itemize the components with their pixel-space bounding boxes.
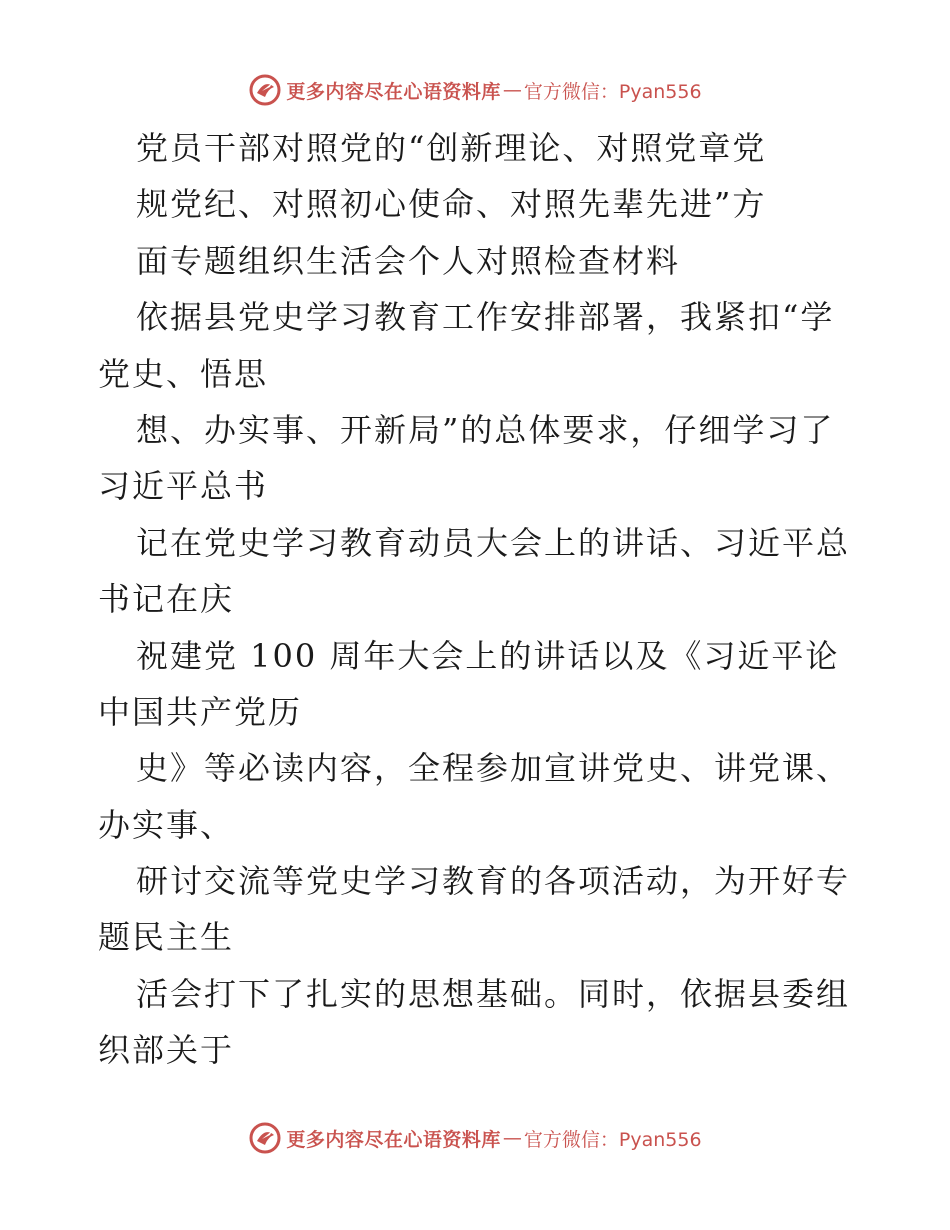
body-line: 题民主生	[98, 918, 235, 957]
watermark-contact-text: 官方微信：Pyan556	[523, 80, 702, 103]
watermark-separator: —	[502, 79, 522, 101]
body-line: 中国共产党历	[98, 692, 303, 731]
watermark-site-text: 更多内容尽在心语资料库	[286, 1128, 501, 1151]
footer-watermark	[0, 1118, 950, 1158]
watermark-site-text: 更多内容尽在心语资料库	[286, 80, 501, 103]
body-line: 依据县党史学习教育工作安排部署，我紧扣“学	[136, 298, 835, 337]
body-line: 史》等必读内容，全程参加宣讲党史、讲党课、	[136, 749, 851, 788]
watermark-contact-text: 官方微信：Pyan556	[523, 1128, 702, 1151]
body-line: 活会打下了扎实的思想基础。同时，依据县委组	[136, 974, 851, 1013]
body-line: 书记在庆	[98, 580, 235, 619]
body-line: 织部关于	[98, 1031, 235, 1070]
body-line: 党史、悟思	[98, 354, 269, 393]
body-line: 想、办实事、开新局”的总体要求，仔细学习了	[136, 410, 835, 449]
body-line: 祝建党 100 周年大会上的讲话以及《习近平论	[136, 636, 840, 675]
logo-icon	[248, 73, 282, 107]
watermark-separator: —	[502, 1127, 522, 1149]
body-line: 记在党史学习教育动员大会上的讲话、习近平总	[136, 523, 851, 562]
body-line: 研讨交流等党史学习教育的各项活动，为开好专	[136, 862, 851, 901]
header-watermark	[0, 70, 950, 110]
document-body	[98, 120, 858, 1079]
body-line: 办实事、	[98, 805, 235, 844]
logo-icon	[248, 1121, 282, 1155]
title-line: 面专题组织生活会个人对照检查材料	[136, 241, 681, 280]
body-line: 习近平总书	[98, 467, 269, 506]
title-line: 规党纪、对照初心使命、对照先辈先进”方	[136, 185, 767, 224]
title-line: 党员干部对照党的“创新理论、对照党章党	[136, 129, 767, 167]
